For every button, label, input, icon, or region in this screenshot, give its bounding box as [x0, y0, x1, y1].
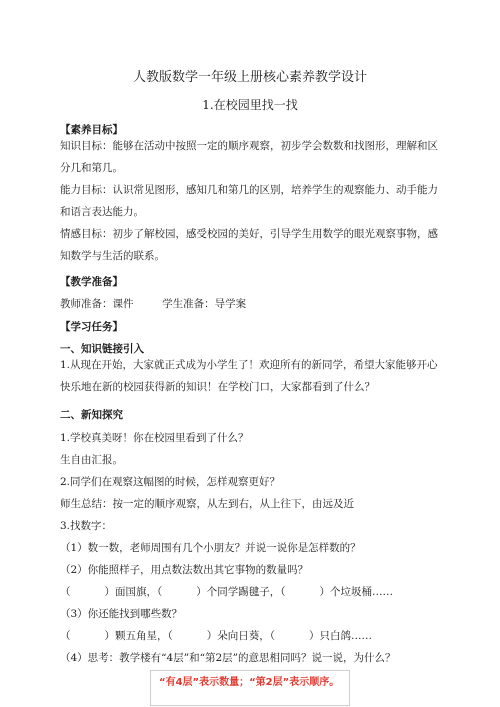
lesson-title: 1.在校园里找一找	[202, 98, 298, 112]
blank-text: ）只白鸽……	[309, 630, 372, 642]
prep-student: 学生准备：导学案	[162, 298, 247, 310]
blank-text: ）面国旗，（	[104, 586, 163, 598]
q2-answer: 师生总结：按一定的顺序观察，从左到右，从上往下，由远及近	[60, 498, 354, 510]
blank-text: （	[60, 630, 71, 642]
prep-teacher: 教师准备：课件	[60, 298, 134, 310]
q3: 3.找数字：	[60, 520, 113, 532]
q3-3: （3）你还能找到哪些数？	[60, 608, 183, 620]
q2: 2.同学们在观察这幅图的时候，怎样观察更好？	[60, 476, 281, 488]
part1-heading: 一、知识链接引入	[60, 343, 144, 355]
blank-text: ）朵向日葵，（	[206, 630, 275, 642]
goal-emotion: 情感目标：初步了解校园，感受校园的美好，引导学生用数学的眼光观察事物，感知数学与生活的联系。	[60, 228, 438, 262]
q3-3-blanks	[60, 629, 372, 643]
prep-line	[60, 297, 246, 311]
blank-text: ）个同学踢毽子，（	[196, 586, 286, 598]
blank-text: ）个垃圾桶……	[319, 586, 393, 598]
answer-note: “有4层”表示数量；“第2层”表示顺序。	[159, 677, 340, 688]
blank-text: ）颗五角星，（	[104, 630, 173, 642]
q3-2-blanks	[60, 585, 393, 599]
document-title: 人教版数学一年级上册核心素养教学设计	[132, 70, 367, 85]
q1: 1.学校真美呀！你在校园里看到了什么？	[60, 432, 249, 444]
blank-text: （	[60, 586, 71, 598]
prep-heading: 【教学准备】	[60, 276, 123, 288]
part1-text: 1.从现在开始，大家就正式成为小学生了！欢迎所有的新同学，希望大家能够开心快乐地在新的校园获得新的知识！在学校门口，大家都看到了什么？	[60, 359, 438, 393]
q3-1: （1）数一数，老师周围有几个小朋友？并说一说你是怎样数的？	[60, 542, 361, 554]
q3-4: （4）思考：教学楼有“4层”和“第2层”的意思相同吗？说一说，为什么？	[60, 652, 396, 664]
part2-heading: 二、新知探究	[60, 409, 123, 421]
goal-ability: 能力目标：认识常见图形，感知几和第几的区别，培养学生的观察能力、动手能力和语言表达能力。	[60, 184, 438, 218]
goals-heading: 【素养目标】	[60, 124, 123, 136]
tasks-heading: 【学习任务】	[60, 321, 123, 333]
goal-knowledge: 知识目标：能够在活动中按照一定的顺序观察，初步学会数数和找图形，理解和区分几和第几。	[60, 140, 438, 174]
q3-2: （2）你能照样子，用点数法数出其它事物的数量吗？	[60, 564, 309, 576]
answer-note-box	[150, 670, 350, 706]
q1-answer: 生自由汇报。	[60, 454, 123, 466]
